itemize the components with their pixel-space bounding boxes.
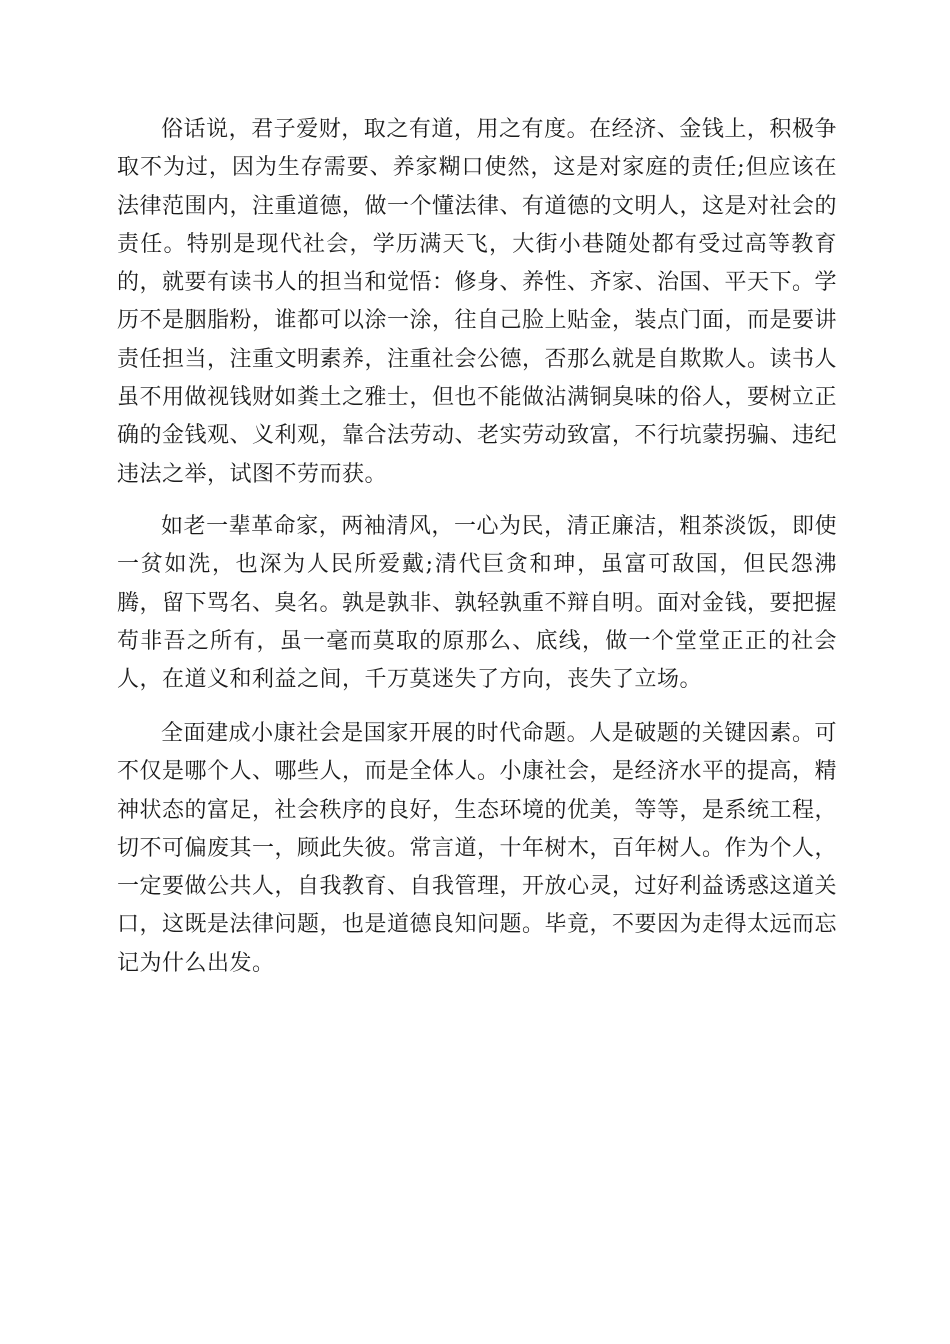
paragraph-2: 如老一辈革命家，两袖清风，一心为民，清正廉洁，粗茶淡饭，即使一贫如洗，也深为人民所爱戴;清代巨贪和珅，虽富可敌国，但民怨沸腾，留下骂名、臭名。孰是孰非、孰轻孰重不辩自明。面对金钱，要把握苟非吾之所有，虽一毫而莫取的原那么、底线，做一个堂堂正正的社会人，在道义和利益之间，千万莫迷失了方向，丧失了立场。 xyxy=(117,514,838,693)
paragraph-1: 俗话说，君子爱财，取之有道，用之有度。在经济、金钱上，积极争取不为过，因为生存需要、养家糊口使然，这是对家庭的责任;但应该在法律范围内，注重道德，做一个懂法律、有道德的文明人，这是对社会的责任。特别是现代社会，学历满天飞，大街小巷随处都有受过高等教育的，就要有读书人的担当和觉悟：修身、养性、齐家、治国、平天下。学历不是胭脂粉，谁都可以涂一涂，往自己脸上贴金，装点门面，而是要讲责任担当，注重文明素养，注重社会公德，否那么就是自欺欺人。读书人虽不用做视钱财如粪土之雅士，但也不能做沾满铜臭味的俗人，要树立正确的金钱观、义利观，靠合法劳动、老实劳动致富，不行坑蒙拐骗、违纪违法之举，试图不劳而获。 xyxy=(117,117,838,487)
paragraph-3: 全面建成小康社会是国家开展的时代命题。人是破题的关键因素。可不仅是哪个人、哪些人，而是全体人。小康社会，是经济水平的提高，精神状态的富足，社会秩序的良好，生态环境的优美，等等，是系统工程，切不可偏废其一，顾此失彼。常言道，十年树木，百年树人。作为个人，一定要做公共人，自我教育、自我管理，开放心灵，过好利益诱惑这道关口，这既是法律问题，也是道德良知问题。毕竟，不要因为走得太远而忘记为什么出发。 xyxy=(117,721,838,976)
